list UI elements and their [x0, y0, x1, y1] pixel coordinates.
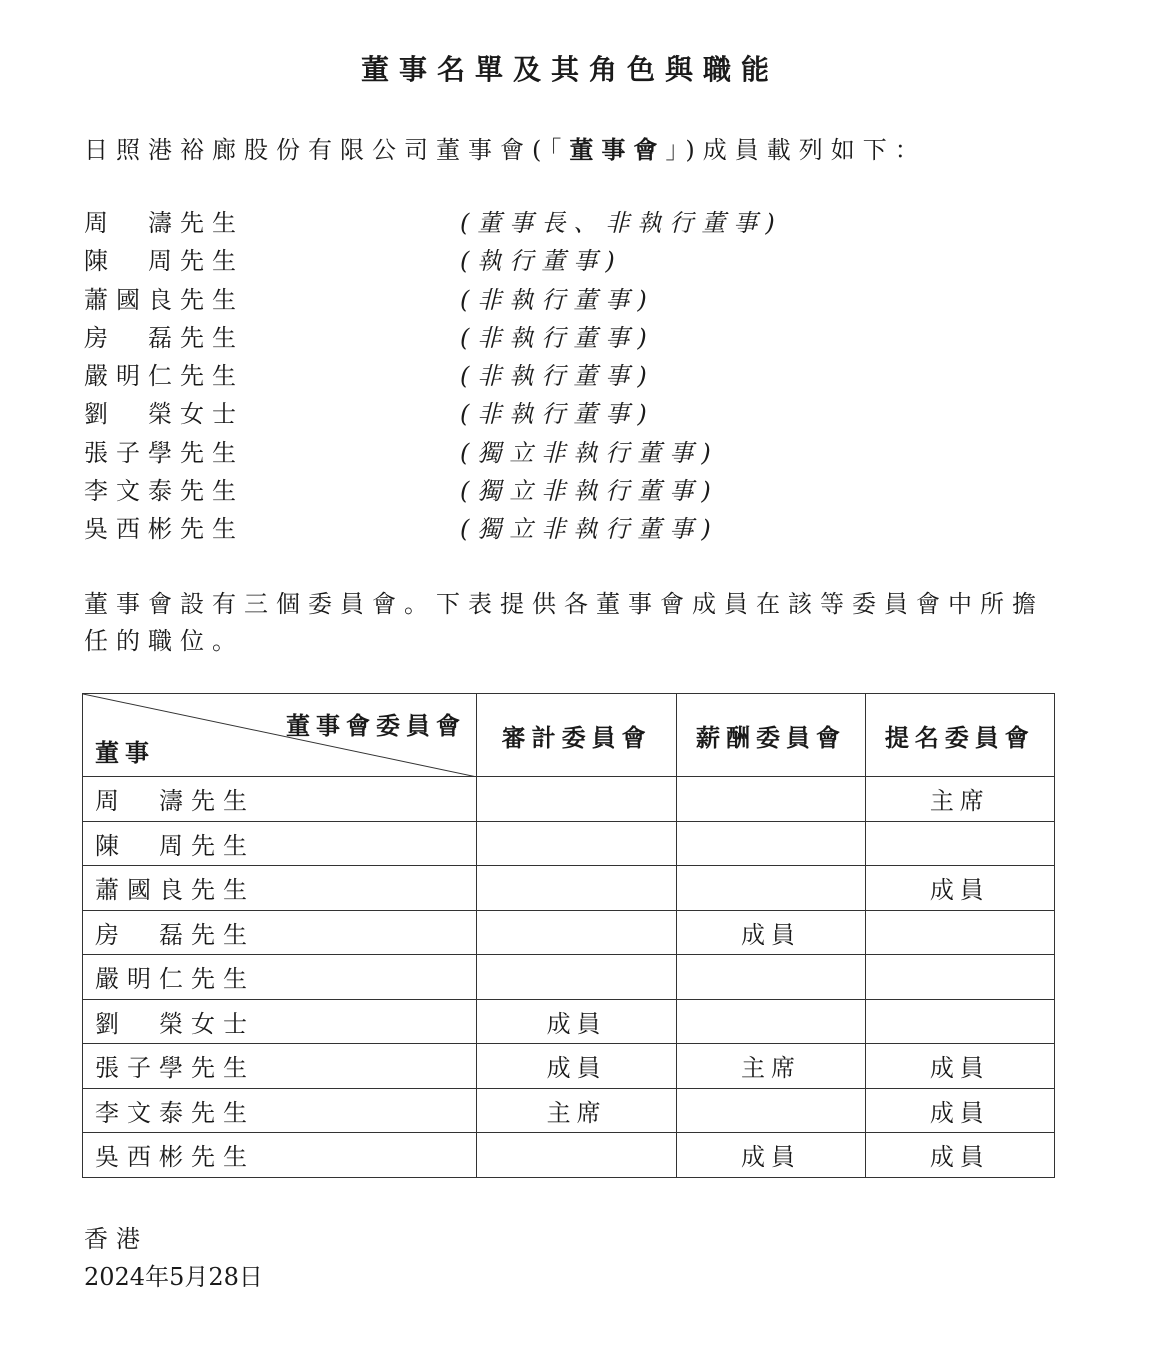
- remuneration-cell: [677, 777, 865, 822]
- remuneration-cell: [677, 1088, 865, 1133]
- nomination-cell: 成員: [865, 1133, 1054, 1178]
- director-row: [84, 395, 783, 433]
- table-row: [83, 1088, 1055, 1133]
- committee-paragraph: 董事會設有三個委員會。下表提供各董事會成員在該等委員會中所擔任的職位。: [84, 590, 1044, 655]
- footer-date: 2024年5月28日: [84, 1263, 263, 1291]
- audit-cell: 主席: [477, 1088, 677, 1133]
- row-director-name: 房 磊先生: [83, 910, 477, 955]
- footer-place: 香港: [84, 1225, 148, 1253]
- row-director-name: 李文泰先生: [83, 1088, 477, 1133]
- table-header-row: [83, 694, 1055, 777]
- document-footer: [84, 1220, 263, 1296]
- director-role: (非執行董事): [460, 323, 655, 352]
- row-director-name: 蕭國良先生: [83, 866, 477, 911]
- audit-cell: [477, 821, 677, 866]
- director-name: 陳 周先生: [84, 247, 244, 276]
- nomination-cell: [865, 821, 1054, 866]
- committee-table: [82, 693, 1055, 1178]
- intro-text-after: 」)成員載列如下：: [665, 136, 927, 164]
- corner-column-label: 董事會委員會: [286, 711, 467, 740]
- remuneration-cell: [677, 999, 865, 1044]
- remuneration-cell: 成員: [677, 910, 865, 955]
- row-director-name: 陳 周先生: [83, 821, 477, 866]
- director-name: 張子學先生: [84, 438, 244, 467]
- audit-cell: [477, 910, 677, 955]
- corner-row-label: 董事: [95, 738, 155, 767]
- director-name: 吳西彬先生: [84, 515, 244, 544]
- row-director-name: 劉 榮女士: [83, 999, 477, 1044]
- director-name: 劉 榮女士: [84, 400, 244, 429]
- director-role: (獨立非執行董事): [460, 438, 719, 467]
- nomination-cell: [865, 910, 1054, 955]
- table-row: [83, 999, 1055, 1044]
- row-director-name: 吳西彬先生: [83, 1133, 477, 1178]
- audit-cell: [477, 1133, 677, 1178]
- nomination-cell: [865, 955, 1054, 1000]
- director-row: [84, 281, 783, 319]
- intro-line: [84, 130, 927, 165]
- intro-defined-term: 董事會: [569, 135, 666, 164]
- director-name: 周 濤先生: [84, 209, 244, 237]
- table-row: [83, 910, 1055, 955]
- audit-cell: 成員: [477, 1044, 677, 1089]
- director-role: (非執行董事): [460, 285, 655, 314]
- column-header-audit: 審計委員會: [477, 694, 677, 777]
- director-row: [84, 472, 783, 510]
- director-row: [84, 434, 783, 472]
- row-director-name: 張子學先生: [83, 1044, 477, 1089]
- director-role: (執行董事): [460, 247, 623, 276]
- table-row: [83, 955, 1055, 1000]
- director-row: [84, 319, 783, 357]
- director-row: [84, 242, 783, 280]
- nomination-cell: 主席: [865, 777, 1054, 822]
- table-row: [83, 1133, 1055, 1178]
- table-corner-cell: [83, 694, 477, 777]
- director-row: [84, 357, 783, 395]
- director-row: [84, 204, 783, 242]
- remuneration-cell: [677, 866, 865, 911]
- column-header-remuneration: 薪酬委員會: [677, 694, 865, 777]
- audit-cell: [477, 777, 677, 822]
- remuneration-cell: 主席: [677, 1044, 865, 1089]
- director-name: 李文泰先生: [84, 477, 244, 506]
- table-row: [83, 777, 1055, 822]
- nomination-cell: 成員: [865, 1088, 1054, 1133]
- audit-cell: 成員: [477, 999, 677, 1044]
- director-row: [84, 510, 783, 548]
- director-role: (非執行董事): [460, 400, 655, 429]
- remuneration-cell: 成員: [677, 1133, 865, 1178]
- table-row: [83, 1044, 1055, 1089]
- column-header-nomination: 提名委員會: [865, 694, 1054, 777]
- table-row: [83, 866, 1055, 911]
- intro-text-before: 日照港裕廊股份有限公司董事會(「: [84, 136, 570, 164]
- director-name: 房 磊先生: [84, 323, 244, 352]
- audit-cell: [477, 866, 677, 911]
- director-name: 嚴明仁先生: [84, 362, 244, 391]
- director-role: (董事長、非執行董事): [460, 209, 783, 237]
- remuneration-cell: [677, 955, 865, 1000]
- nomination-cell: 成員: [865, 866, 1054, 911]
- director-role: (獨立非執行董事): [460, 477, 719, 506]
- document-title: 董事名單及其角色與職能: [360, 53, 779, 86]
- audit-cell: [477, 955, 677, 1000]
- director-role: (非執行董事): [460, 362, 655, 391]
- row-director-name: 周 濤先生: [83, 777, 477, 822]
- nomination-cell: [865, 999, 1054, 1044]
- remuneration-cell: [677, 821, 865, 866]
- table-row: [83, 821, 1055, 866]
- director-role: (獨立非執行董事): [460, 515, 719, 544]
- director-list: [84, 204, 783, 549]
- row-director-name: 嚴明仁先生: [83, 955, 477, 1000]
- nomination-cell: 成員: [865, 1044, 1054, 1089]
- director-name: 蕭國良先生: [84, 285, 244, 314]
